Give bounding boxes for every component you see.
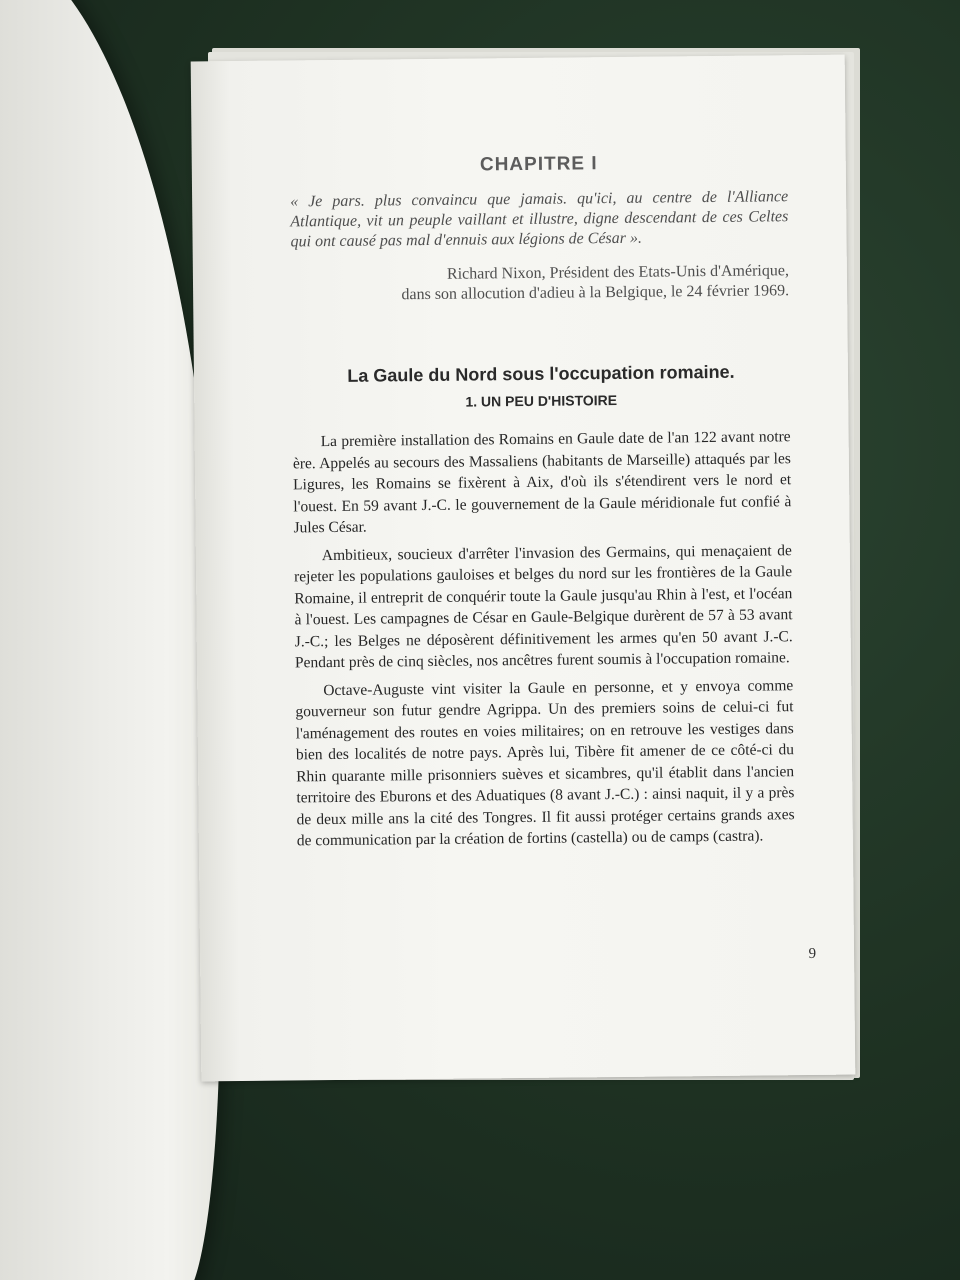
chapter-title: CHAPITRE I	[479, 153, 598, 176]
epigraph-quote: « Je pars. plus convaincu que jamais. qu'ici, au centre de l'Alliance Atlantique, vit un peuple vaillant et illustre, digne descendant de ces Celtes qui ont causé pas mal d'ennuis aux légions de César ».	[290, 188, 789, 251]
body-paragraph: Octave-Auguste vint visiter la Gaule en personne, et y envoya comme gouverneur son futur gendre Agrippa. Un des premiers soins de celui-ci fut l'aménagement des routes en voies militaires; on en retrouve les vestiges dans bien des localités de notre pays. Après lui, Tibère fit amener de ce côté-ci du Rhin quarante mille prisonniers suèves et sicambres, qu'il établit dans l'ancien territoire des Eburons et des Aduatiques (8 avant J.-C.) : ainsi naquit, il y a près de deux mille ans la cité des Tongres. Il fit aussi protéger certains grands axes de communication par la création de fortins (castella) ou de camps (castra).	[295, 676, 795, 850]
attribution-line-1: Richard Nixon, Président des Etats-Unis d'Amérique,	[446, 262, 789, 283]
body-paragraph: Ambitieux, soucieux d'arrêter l'invasion des Germains, qui menaçaient de rejeter les populations gauloises et belges du nord sur les frontières de la Gaule Romaine, il entreprit de conquérir toute la Gaule jusqu'au Rhin à l'est, et l'océan à l'ouest. Les campagnes de César en Gaule-Belgique durèrent de 57 à 53 avant J.-C.; les Belges ne déposèrent définitivement les armes qu'en 50 avant J.-C. Pendant près de cinq siècles, nos ancêtres furent soumis à l'occupation romaine.	[293, 541, 793, 672]
attribution-line-2: dans son allocution d'adieu à la Belgique, le 24 février 1969.	[401, 282, 790, 304]
page-content	[290, 151, 795, 858]
section-title: La Gaule du Nord sous l'occupation romaine.	[347, 361, 735, 386]
body-paragraph: La première installation des Romains en Gaule date de l'an 122 avant notre ère. Appelés au secours des Massaliens (habitants de Marseille) attaqués par les Ligures, les Romains se fixèrent à Aix, d'où ils s'étendirent vers le nord et l'ouest. En 59 avant J.-C. le gouvernement de la Gaule méridionale fut confié à Jules César.	[292, 428, 792, 537]
subsection-title: 1. UN PEU D'HISTOIRE	[465, 392, 618, 410]
right-page	[191, 55, 856, 1082]
epigraph-attribution	[291, 261, 789, 306]
page-number: 9	[808, 945, 817, 963]
